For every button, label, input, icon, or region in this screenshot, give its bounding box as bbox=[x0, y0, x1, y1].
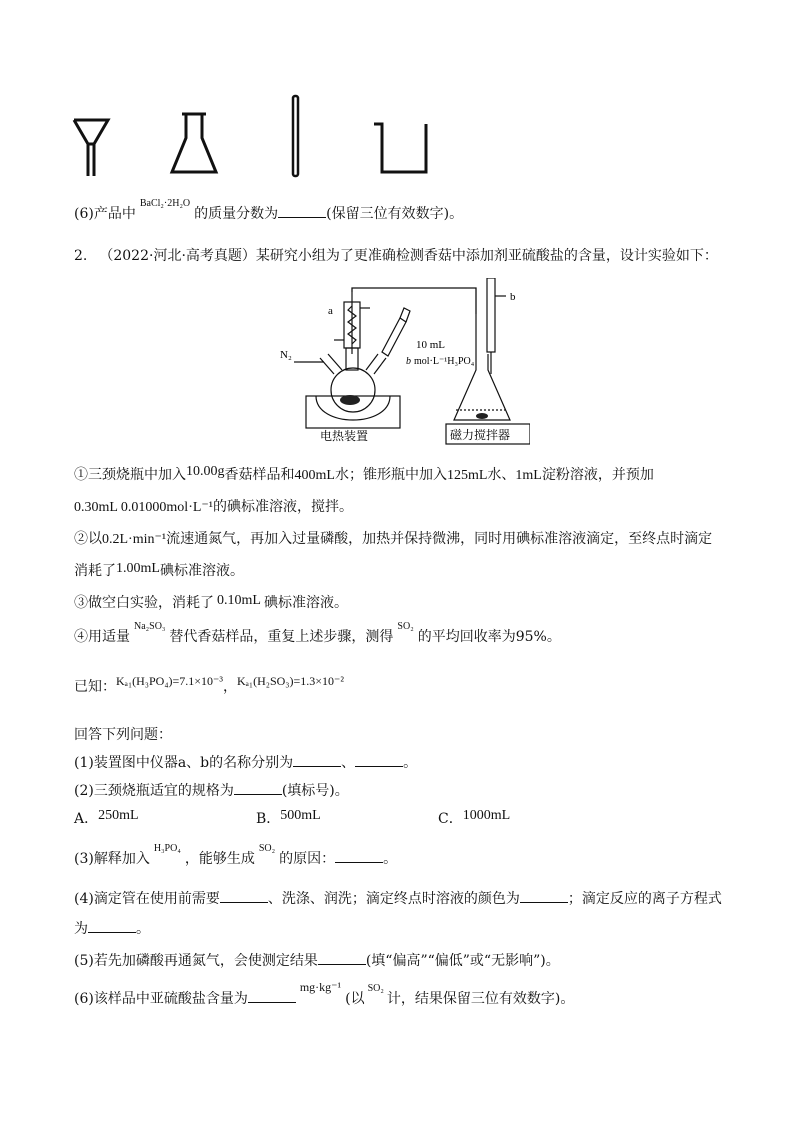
q2-blank[interactable] bbox=[234, 780, 282, 795]
q4-end: 。 bbox=[136, 921, 150, 937]
gas-tube bbox=[352, 288, 476, 314]
q4-text-d: 为 bbox=[74, 921, 88, 937]
conical-flask-icon bbox=[172, 114, 216, 172]
q4-text-c: ；滴定反应的离子方程式 bbox=[567, 891, 722, 907]
s4-na2so3: Na₂SO₃ bbox=[134, 621, 166, 632]
s2-text-b: 流速通氮气，再加入过量磷酸，加热并保持微沸，同时用碘标准溶液滴定，至终点时滴定 bbox=[166, 531, 713, 547]
mushroom-sample bbox=[340, 395, 360, 405]
label-10ml: 10 mL bbox=[416, 339, 446, 351]
ka1-h3po4: Kₐ₁(H₃PO₄)=7.1×10⁻³ bbox=[116, 674, 223, 688]
question-number: 2. bbox=[74, 248, 88, 264]
prev-q6-prefix: (6)产品中 bbox=[74, 206, 136, 222]
s4-text-c: 的平均回收率为95%。 bbox=[417, 629, 561, 645]
q6-blank[interactable] bbox=[248, 988, 296, 1003]
option-a-label: A． bbox=[74, 811, 99, 827]
q4-text-a: (4)滴定管在使用前需要 bbox=[74, 891, 220, 907]
question-2-header bbox=[74, 245, 718, 265]
sub-question-4-line-1 bbox=[74, 888, 722, 908]
q4-text-b: 、洗涤、润洗；滴定终点时溶液的颜色为 bbox=[267, 891, 520, 907]
known-separator: ， bbox=[222, 679, 237, 695]
burette-b bbox=[487, 278, 506, 374]
option-c-label: C． bbox=[438, 811, 463, 827]
option-c[interactable] bbox=[438, 808, 510, 828]
option-b[interactable] bbox=[256, 808, 321, 828]
s4-text-a: ④用适量 bbox=[74, 629, 130, 645]
stirrer-label: 磁力搅拌器 bbox=[450, 428, 511, 442]
q1-blank-b[interactable] bbox=[355, 752, 403, 767]
step-2-line-2 bbox=[74, 560, 244, 580]
heater-label: 电热装置 bbox=[320, 429, 369, 443]
s2-text-d: 碘标准溶液。 bbox=[159, 563, 244, 579]
s3-text-a: ③做空白实验，消耗了 bbox=[74, 595, 214, 611]
q1-text: (1)装置图中仪器a、b的名称分别为 bbox=[74, 755, 294, 771]
s1-water-volume: 400mL bbox=[294, 468, 335, 483]
q3-end: 。 bbox=[383, 851, 398, 867]
q2-text: (2)三颈烧瓶适宜的规格为 bbox=[74, 783, 234, 799]
s2-consumed-volume: 1.00mL bbox=[116, 561, 160, 576]
titration-flask bbox=[454, 314, 510, 420]
prev-q6-middle: 的质量分数为 bbox=[194, 206, 279, 222]
option-a-value: 250mL bbox=[98, 808, 139, 823]
beaker-icon bbox=[374, 124, 426, 172]
q5-text-b: (填“偏高”“偏低”或“无影响”)。 bbox=[365, 953, 560, 969]
q1-end: 。 bbox=[403, 755, 418, 771]
sub-question-4-line-2 bbox=[74, 918, 150, 938]
s2-text-c: 消耗了 bbox=[74, 563, 116, 579]
option-b-label: B． bbox=[256, 811, 281, 827]
q5-text-a: (5)若先加磷酸再通氮气，会使测定结果 bbox=[74, 953, 318, 969]
s1-flask-water: 125mL bbox=[446, 468, 488, 483]
dropping-funnel bbox=[382, 308, 410, 356]
condenser-a bbox=[334, 292, 370, 354]
q3-text-a: (3)解释加入 bbox=[74, 851, 150, 867]
prev-question-6 bbox=[74, 198, 464, 223]
q1-separator: 、 bbox=[341, 755, 356, 771]
q4-blank-a[interactable] bbox=[220, 888, 268, 903]
q3-text-c: 的原因： bbox=[279, 851, 336, 867]
s1-starch-volume: 1mL bbox=[515, 468, 542, 483]
apparatus-diagram bbox=[270, 278, 530, 450]
label-concentration bbox=[406, 356, 475, 367]
question-source: （2022·河北·高考真题） bbox=[99, 248, 256, 264]
s1-text-a: ①三颈烧瓶中加入 bbox=[74, 467, 186, 483]
q6-so2: SO₂ bbox=[367, 983, 384, 994]
s3-blank-volume: 0.10mL bbox=[217, 593, 261, 608]
q3-h3po4: H₃PO₄ bbox=[153, 843, 181, 854]
q3-blank[interactable] bbox=[335, 848, 383, 863]
prev-q6-blank[interactable] bbox=[278, 203, 326, 218]
label-b: b bbox=[510, 291, 516, 303]
step-1-line-1 bbox=[74, 464, 654, 484]
option-a[interactable] bbox=[74, 808, 139, 828]
stir-bar bbox=[476, 413, 488, 419]
step-4 bbox=[74, 621, 561, 646]
prev-q6-suffix: (保留三位有效数字)。 bbox=[326, 206, 464, 222]
q5-blank[interactable] bbox=[318, 950, 366, 965]
funnel-icon bbox=[74, 120, 108, 176]
s2-flow-rate: 0.2L·min⁻¹ bbox=[102, 532, 167, 547]
q2-end: (填标号)。 bbox=[281, 783, 349, 799]
s4-text-b: 替代香菇样品，重复上述步骤，测得 bbox=[169, 629, 394, 645]
ka1-h2so3: Kₐ₁(H₂SO₃)=1.3×10⁻² bbox=[236, 674, 344, 688]
label-conc-italic: b bbox=[406, 356, 411, 367]
s1-text-f: 的碘标准溶液，搅拌。 bbox=[213, 499, 354, 515]
step-1-line-2 bbox=[74, 496, 353, 516]
s1-text-d: 水、 bbox=[487, 467, 516, 483]
s1-iodine-amount: 0.30mL 0.01000mol·L⁻¹ bbox=[74, 500, 214, 515]
label-a: a bbox=[328, 305, 333, 317]
s3-text-b: 碘标准溶液。 bbox=[263, 595, 348, 611]
q6-text-b: (以 bbox=[345, 991, 365, 1007]
q4-blank-c[interactable] bbox=[88, 918, 136, 933]
sub-question-3 bbox=[74, 843, 398, 868]
s4-so2: SO₂ bbox=[397, 621, 414, 632]
question-stem: 某研究小组为了更准确检测香菇中添加剂亚硫酸盐的含量，设计实验如下： bbox=[255, 248, 718, 264]
s1-text-b: 香菇样品和 bbox=[224, 467, 295, 483]
sub-question-6 bbox=[74, 980, 575, 1008]
glassware-row bbox=[60, 92, 440, 182]
q1-blank-a[interactable] bbox=[293, 752, 341, 767]
label-conc: mol·L⁻¹H₃PO₄ bbox=[414, 356, 475, 367]
sub-question-5 bbox=[74, 950, 560, 970]
s1-text-c: 水；锥形瓶中加入 bbox=[334, 467, 447, 483]
q6-unit: mg·kg⁻¹ bbox=[299, 980, 342, 994]
q6-text-a: (6)该样品中亚硫酸盐含量为 bbox=[74, 991, 248, 1007]
known-constants bbox=[74, 676, 344, 696]
q6-text-c: 计，结果保留三位有效数字)。 bbox=[386, 991, 575, 1007]
sub-question-2 bbox=[74, 780, 349, 800]
sub-question-1 bbox=[74, 752, 417, 772]
option-c-value: 1000mL bbox=[462, 808, 511, 823]
step-3 bbox=[74, 592, 348, 612]
q4-blank-b[interactable] bbox=[520, 888, 568, 903]
s1-mass: 10.00g bbox=[186, 464, 225, 479]
known-label: 已知： bbox=[74, 679, 116, 695]
q3-text-b: ，能够生成 bbox=[184, 851, 255, 867]
label-n2: N₂ bbox=[280, 349, 292, 361]
option-b-value: 500mL bbox=[280, 808, 321, 823]
glass-rod-icon bbox=[293, 96, 298, 176]
s2-text-a: ②以 bbox=[74, 531, 102, 547]
q3-so2: SO₂ bbox=[258, 843, 276, 854]
s1-text-e: 淀粉溶液，并预加 bbox=[541, 467, 654, 483]
step-2-line-1 bbox=[74, 528, 712, 548]
questions-intro: 回答下列问题： bbox=[74, 727, 172, 743]
prev-q6-formula: BaCl₂·2H₂O bbox=[139, 198, 191, 209]
